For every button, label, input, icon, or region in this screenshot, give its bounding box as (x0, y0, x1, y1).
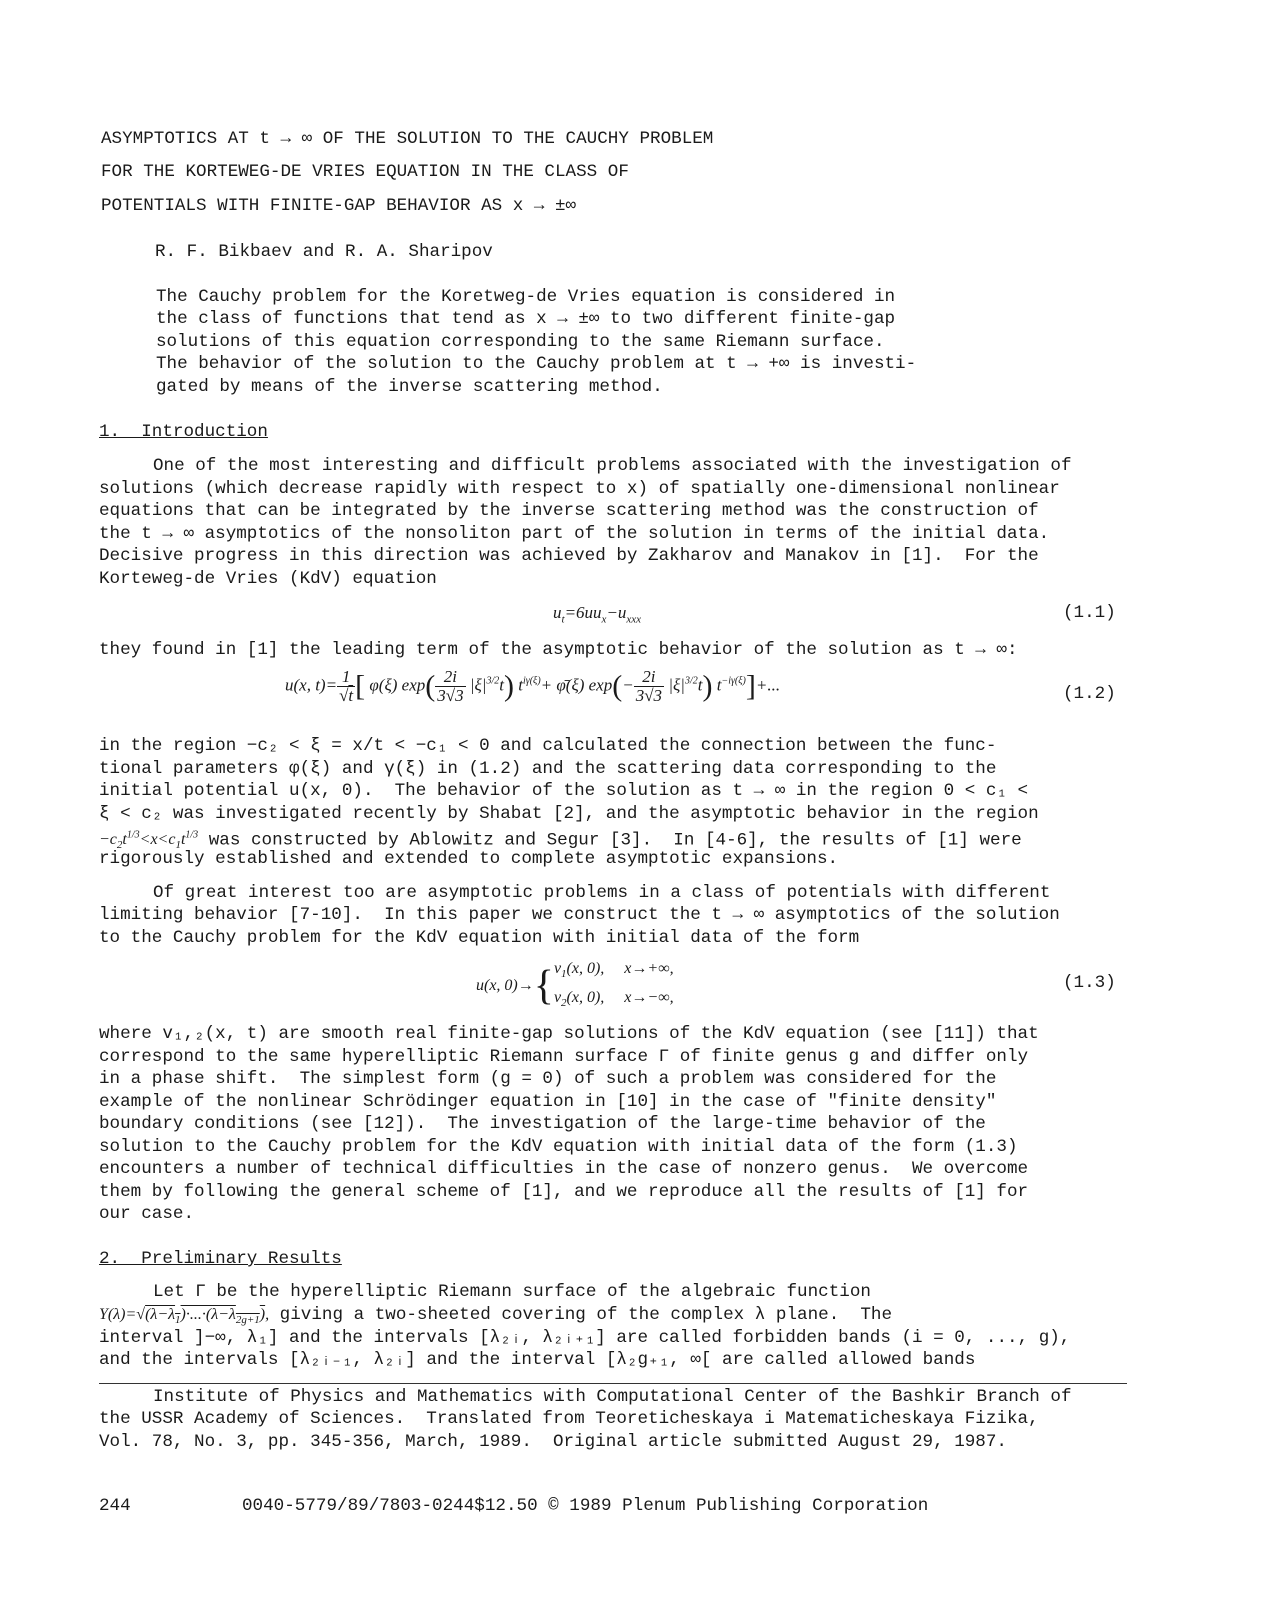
section2-line-1: Let Γ be the hyperelliptic Riemann surface of the algebraic function (153, 1282, 871, 1302)
para2-line-5: $-c_2t^{1/3}<x<c_1t^{1/3}$ was constructed by Ablowitz and Segur [3]. In [4-6], the results of [1] were (99, 830, 1022, 852)
para2-line-4: ξ < c₂ was investigated recently by Shabat [2], and the asymptotic behavior in the region (99, 804, 1039, 824)
para4-line-9: our case. (99, 1204, 195, 1224)
abstract-line-5: gated by means of the inverse scattering method. (156, 377, 663, 397)
footnote-line-3: Vol. 78, No. 3, pp. 345-356, March, 1989. Original article submitted August 29, 1987. (99, 1432, 1007, 1452)
para3-line-1: Of great interest too are asymptotic problems in a class of potentials with different (153, 883, 1051, 903)
para4-line-1: where v₁,₂(x, t) are smooth real finite-gap solutions of the KdV equation (see [11]) that (99, 1024, 1039, 1044)
para2-line-3: initial potential u(x, 0). The behavior of the solution as t → ∞ in the region 0 < c₁ < (99, 781, 1029, 801)
equation-1-2-number: (1.2) (1063, 684, 1116, 704)
para3-line-3: to the Cauchy problem for the KdV equation with initial data of the form (99, 928, 860, 948)
copyright-line: 0040-5779/89/7803-0244$12.50 © 1989 Plenum Publishing Corporation (242, 1496, 929, 1516)
para4-line-5: boundary conditions (see [12]). The investigation of the large-time behavior of the (99, 1114, 986, 1134)
section-1-heading: 1. Introduction (99, 422, 268, 442)
title-line-3: POTENTIALS WITH FINITE-GAP BEHAVIOR AS x → ±∞ (101, 196, 577, 216)
section2-line-4: and the intervals [λ₂ᵢ₋₁, λ₂ᵢ] and the interval [λ₂g₊₁, ∞[ are called allowed bands (99, 1350, 976, 1370)
para4-line-7: encounters a number of technical difficulties in the case of nonzero genus. We overcome (99, 1159, 1029, 1179)
abstract-line-3: solutions of this equation corresponding to the same Riemann surface. (156, 332, 885, 352)
equation-1-1: $u_t=6uu_x-u_{xxx}$ (553, 603, 642, 626)
section2-line-2: $Y(\lambda)=√(\lambda-\lambda_1)\cdot...\cdot(\lambda-\lambda_{2g+1})$, giving a two-sheeted covering of the complex λ plane. The (99, 1305, 893, 1327)
para4-line-6: solution to the Cauchy problem for the KdV equation with initial data of the form (1.3) (99, 1137, 1018, 1157)
para1-line-2: solutions (which decrease rapidly with respect to x) of spatially one-dimensional nonlinear (99, 479, 1060, 499)
para4-line-2: correspond to the same hyperelliptic Riemann surface Γ of finite genus g and differ only (99, 1047, 1029, 1067)
abstract-line-2: the class of functions that tend as x → ±∞ to two different finite-gap (156, 309, 896, 329)
para1-line-3: equations that can be integrated by the inverse scattering method was the construction of (99, 501, 1039, 521)
title-line-1: ASYMPTOTICS AT t → ∞ OF THE SOLUTION TO THE CAUCHY PROBLEM (101, 129, 714, 149)
footnote-line-1: Institute of Physics and Mathematics with Computational Center of the Bashkir Branch of (153, 1387, 1072, 1407)
abstract-line-4: The behavior of the solution to the Cauchy problem at t → +∞ is investi- (156, 354, 917, 374)
equation-1-3: u(x, 0)→{ $v_1(x$, 0), x→+∞, $v_2(x$, 0), x→−∞, (476, 960, 674, 1010)
para4-line-3: in a phase shift. The simplest form (g = 0) of such a problem was considered for the (99, 1069, 997, 1089)
section2-line-2-tail: giving a two-sheeted covering of the complex λ plane. The (269, 1305, 893, 1325)
para1-line-4: the t → ∞ asymptotics of the nonsoliton part of the solution in terms of the initial data. (99, 524, 1050, 544)
para4-line-8: them by following the general scheme of [1], and we reproduce all the results of [1] for (99, 1182, 1029, 1202)
para2-line-6: rigorously established and extended to complete asymptotic expansions. (99, 849, 839, 869)
section-2-heading: 2. Preliminary Results (99, 1249, 342, 1269)
abstract-line-1: The Cauchy problem for the Koretweg-de Vries equation is considered in (156, 287, 896, 307)
para1-line-1: One of the most interesting and difficult problems associated with the investigation of (153, 456, 1072, 476)
para1-line-6: Korteweg-de Vries (KdV) equation (99, 569, 437, 589)
para4-line-4: example of the nonlinear Schrödinger equation in [10] in the case of "finite density" (99, 1092, 997, 1112)
equation-1-1-number: (1.1) (1063, 603, 1116, 623)
para1-line-5: Decisive progress in this direction was achieved by Zakharov and Manakov in [1]. For the (99, 546, 1039, 566)
footnote-line-2: the USSR Academy of Sciences. Translated from Teoreticheskaya i Matematicheskaya Fizika, (99, 1409, 1039, 1429)
equation-1-2: u(x, t)= $\frac{1}{√t}$ [ φ(ξ) exp( $\frac{2i}{3√3}$ $|\xi|^{3/2}t$) $t^{i\gamma(\xi)}+$ φ̄(ξ) exp(− $\frac{2i}{3√3}$ $|\xi|^{3/2}t$) $t^{-i\gamma(\xi)}]+$... (285, 667, 781, 705)
after-eq1-line: they found in [1] the leading term of the asymptotic behavior of the solution as t → ∞: (99, 640, 1018, 660)
equation-1-3-number: (1.3) (1063, 973, 1116, 993)
para3-line-2: limiting behavior [7-10]. In this paper we construct the t → ∞ asymptotics of the solution (99, 905, 1060, 925)
footnote-rule (99, 1383, 1127, 1384)
authors: R. F. Bikbaev and R. A. Sharipov (155, 242, 493, 262)
title-line-2: FOR THE KORTEWEG-DE VRIES EQUATION IN THE CLASS OF (101, 162, 629, 182)
para2-line-1: in the region −c₂ < ξ = x/t < −c₁ < 0 and calculated the connection between the func- (99, 736, 997, 756)
section2-line-3: interval ]−∞, λ₁] and the intervals [λ₂ᵢ, λ₂ᵢ₊₁] are called forbidden bands (i = 0, ..., g), (99, 1328, 1071, 1348)
page-number: 244 (99, 1496, 131, 1516)
para2-line-2: tional parameters φ(ξ) and γ(ξ) in (1.2) and the scattering data corresponding to the (99, 759, 997, 779)
para2-line-5-tail: was constructed by Ablowitz and Segur [3]. In [4-6], the results of [1] were (198, 830, 1022, 851)
